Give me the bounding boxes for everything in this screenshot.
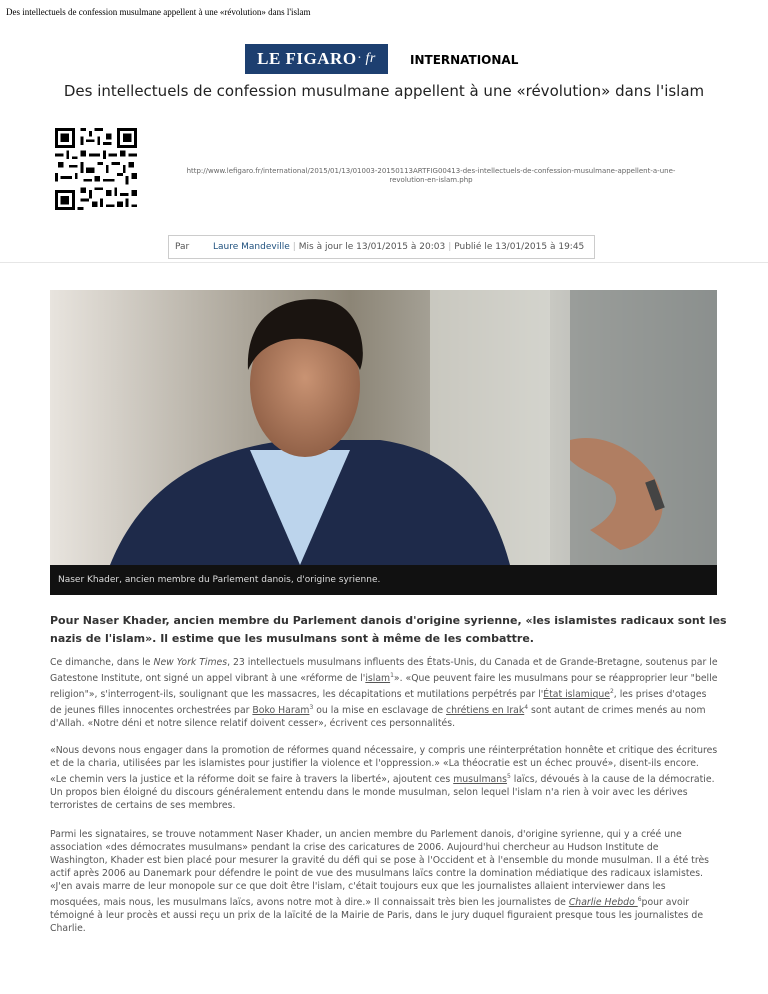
- updated-date: Mis à jour le 13/01/2015 à 20:03: [298, 242, 446, 252]
- header-divider: [0, 262, 768, 263]
- p3-text: pour avoir témoigné à leur procès et aussi reçu un prix de la laïcité de la Mairie de Paris, dans le jury duquel figuraient presque tous les journalistes de Charlie.: [50, 897, 704, 935]
- footnote-ref: 1: [390, 672, 394, 679]
- p1-text: Ce dimanche, dans le: [50, 657, 154, 668]
- p2-text: «Nous devons nous engager dans la promotion de réformes quand nécessaire, y compris une réinterprétation honnête et critique des écritures et de la charia, utilisées par les islamistes pour justifier la violence et l'oppression.» «La théocratie est un échec prouvé», disent-ils encore. «Le chemin vers la justice et la réforme doit se faire à travers la liberté», ajoutent ces: [50, 745, 718, 786]
- link-musulmans[interactable]: musulmans: [453, 774, 507, 786]
- byline-divider: |: [448, 242, 452, 252]
- link-etat-islamique[interactable]: État islamique: [543, 689, 610, 701]
- byline-divider: |: [292, 242, 296, 252]
- portrait-image: [50, 290, 717, 595]
- byline-par: Par: [175, 242, 190, 252]
- article-photo: [50, 290, 717, 595]
- photo-caption: Naser Khader, ancien membre du Parlement danois, d'origine syrienne.: [50, 565, 717, 595]
- p1-text: sont autant de crimes menés au nom d'Allah. «Notre déni et notre silence relatif doivent cesser», écrivent ces personnalités.: [50, 705, 706, 730]
- link-islam[interactable]: islam: [365, 673, 391, 685]
- published-date: Publié le 13/01/2015 à 19:45: [454, 242, 585, 252]
- paragraph-3: [50, 828, 718, 935]
- article-title: Des intellectuels de confession musulmane appellent à une «révolution» dans l'islam: [63, 82, 705, 100]
- article-lead: Pour Naser Khader, ancien membre du Parlement danois d'origine syrienne, «les islamistes radicaux sont les nazis de l'islam». Il estime que les musulmans sont à même de les combattre.: [50, 614, 727, 645]
- p1-nyt: New York Times: [153, 657, 228, 668]
- qr-code-icon: [55, 128, 137, 210]
- p1-text: ou la mise en esclavage de: [313, 705, 447, 717]
- article-url[interactable]: http://www.lefigaro.fr/international/2015/01/13/01003-20150113ARTFIG00413-des-intellectuels-de-confession-musulmane-appellent-a-une-revolution-en-islam.php: [186, 167, 676, 184]
- byline: [168, 235, 595, 259]
- p2-text: laïcs, dévoués à la cause de la démocratie. Un propos bien éloigné du discours généralement entendu dans le monde musulman, selon lequel l'islam n'a rien à voir avec les dérives terroristes de certains de ses membres.: [50, 774, 715, 812]
- footnote-ref: 4: [524, 704, 529, 712]
- footnote-ref: 2: [609, 688, 614, 696]
- p3-text: Parmi les signataires, se trouve notamment Naser Khader, un ancien membre du Parlement danois, d'origine syrienne, qui y a créé une association «des démocrates musulmans» pendant la crise des caricatures de 2006. Aujourd'hui chercheur au Hudson Institute de Washington, Khader est bien placé pour mesurer la gravité du défi qui se pose à l'Occident et à l'ensemble du monde musulman. Il a été très actif après 2006 au Danemark pour défendre le point de vue des musulmans laïcs contre la domination médiatique des radicaux islamistes. «J'en avais marre de leur monopole sur ce que doit être l'islam, c'était toujours eux que les journalistes allaient interviewer dans les mosquées, mais nous, les musulmans laïcs, avons notre mot à dire.» Il connaissait très bien les journalistes de: [50, 829, 710, 909]
- footnote-ref: 5: [506, 773, 511, 780]
- link-chretiens-irak[interactable]: chrétiens en Irak: [446, 705, 525, 717]
- p1-text: , les prises d'otages de jeunes filles innocentes orchestrées par: [50, 689, 707, 717]
- figaro-logo[interactable]: [245, 44, 388, 74]
- author-link[interactable]: Laure Mandeville: [213, 242, 290, 252]
- p1-text: ». «Que peuvent faire les musulmans pour se réapproprier leur "belle religion"», s'interrogent-ils, soulignant que les massacres, les décapitations et mutilations perpétrés par l': [50, 673, 718, 701]
- browser-page-title: Des intellectuels de confession musulmane appellent à une «révolution» dans l'islam: [6, 7, 311, 17]
- logo-text: LE FIGARO: [257, 49, 357, 68]
- paragraph-2: [50, 744, 718, 812]
- logo-suffix: · fr: [357, 51, 376, 66]
- footnote-ref: 3: [309, 704, 314, 712]
- paragraph-1: [50, 656, 718, 730]
- footnote-ref: 6: [637, 896, 642, 903]
- link-charlie-hebdo[interactable]: Charlie Hebdo: [568, 897, 638, 909]
- section-label: INTERNATIONAL: [410, 53, 519, 67]
- link-boko-haram[interactable]: Boko Haram: [252, 705, 310, 717]
- p1-text: , 23 intellectuels musulmans influents des États-Unis, du Canada et de Grande-Bretagne, soutenus par le Gatestone Institute, ont signé un appel vibrant à une «réforme de l': [50, 657, 718, 685]
